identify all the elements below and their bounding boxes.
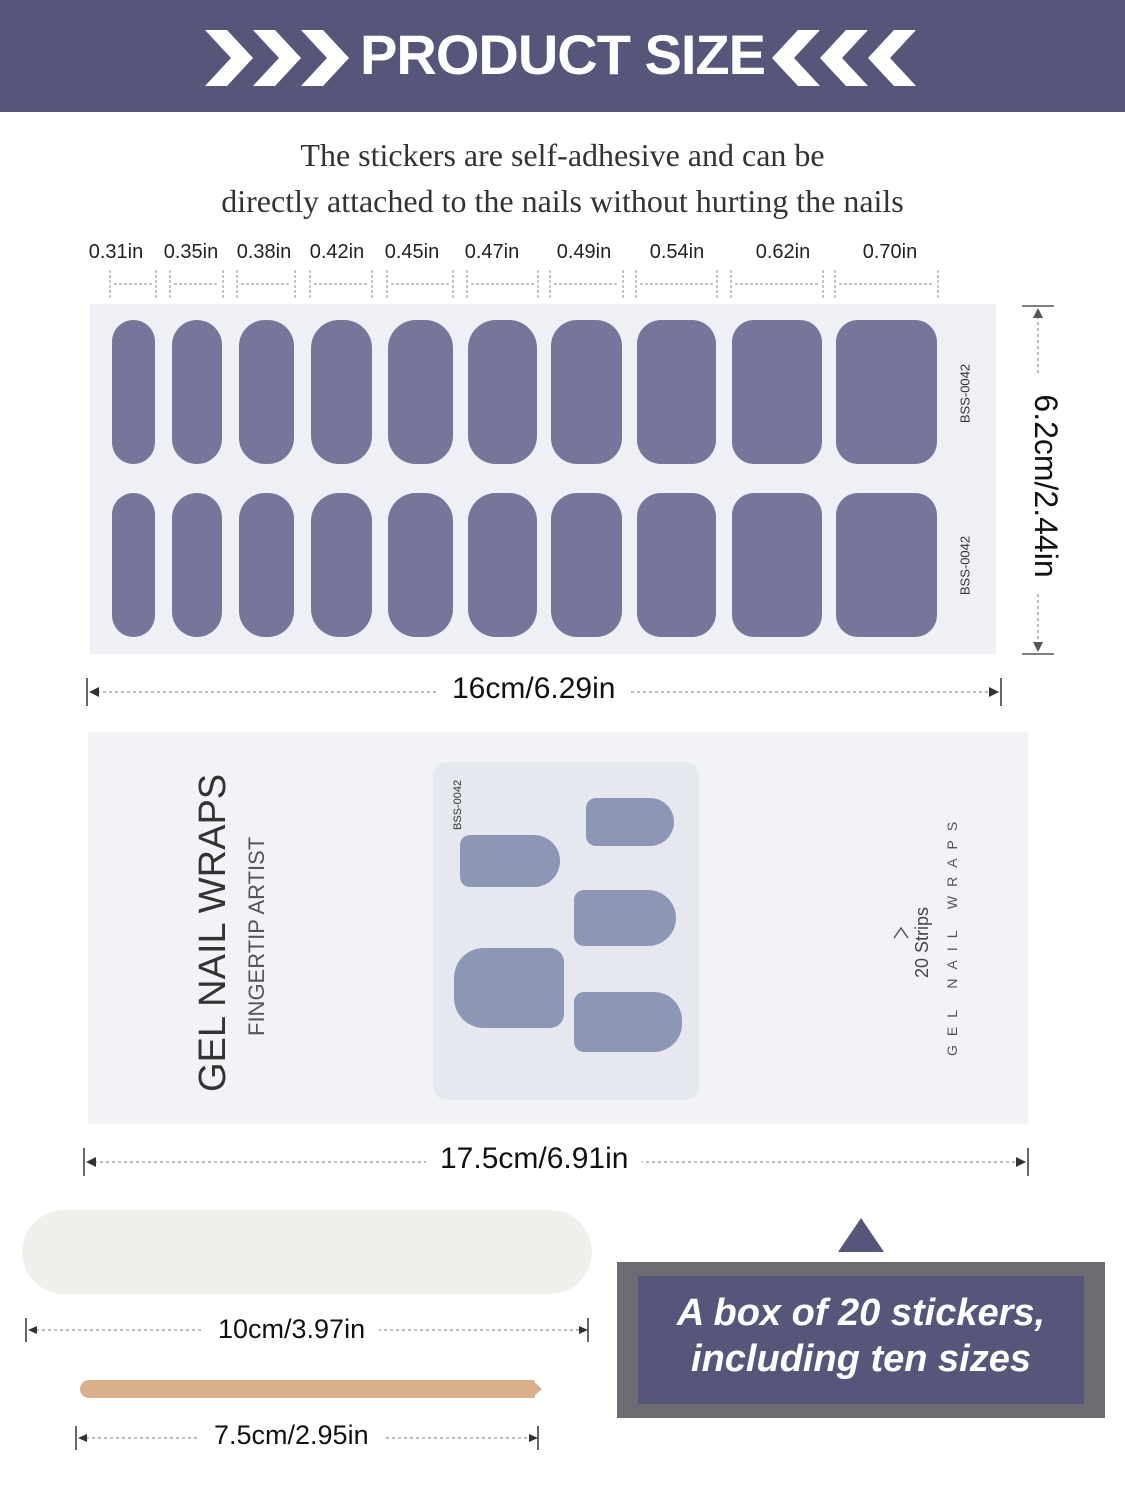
nail-sticker	[239, 493, 294, 637]
nail-width-label: 0.35in	[163, 241, 219, 263]
nail-width-label: 0.31in	[88, 241, 144, 263]
nail-file	[22, 1210, 592, 1294]
nail-sticker	[836, 320, 937, 464]
description	[100, 132, 1025, 224]
nail-sticker	[311, 320, 372, 464]
box-side-label: GEL NAIL WRAPS	[944, 812, 960, 1056]
nail-sticker	[112, 493, 155, 637]
nail-sticker	[112, 320, 155, 464]
cuticle-stick	[80, 1380, 535, 1398]
sheet-code: BSS-0042	[957, 363, 973, 424]
box-nail	[460, 835, 560, 887]
description-line-2: directly attached to the nails without hurting the nails	[221, 183, 904, 219]
box-title: GEL NAIL WRAPS	[192, 773, 234, 1092]
nail-sticker	[172, 320, 222, 464]
chevron-left-icon	[772, 30, 922, 86]
nail-width-label: 0.62in	[755, 241, 811, 263]
nail-sticker	[388, 320, 453, 464]
nail-sticker	[836, 493, 937, 637]
stick-length-label: 7.5cm/2.95in	[200, 1420, 383, 1451]
stick-tip	[532, 1380, 544, 1398]
nail-sticker	[551, 493, 622, 637]
box-strips: 20 Strips	[912, 906, 932, 978]
nail-sticker	[637, 493, 716, 637]
chevron-up-icon	[892, 922, 910, 942]
nail-sticker	[388, 493, 453, 637]
nail-width-label: 0.47in	[464, 241, 520, 263]
nail-width-label: 0.49in	[556, 241, 612, 263]
nail-sticker	[551, 320, 622, 464]
nail-sticker	[311, 493, 372, 637]
callout-text	[638, 1290, 1084, 1382]
box-code: BSS-0042	[452, 779, 464, 830]
sheet-height-label: 6.2cm/2.44in	[1028, 394, 1064, 578]
nail-width-label: 0.45in	[384, 241, 440, 263]
nail-width-label: 0.70in	[862, 241, 918, 263]
sheet-code: BSS-0042	[957, 535, 973, 596]
banner-title: PRODUCT SIZE	[360, 23, 765, 86]
box-nail	[574, 890, 676, 946]
nail-sticker	[239, 320, 294, 464]
nail-sticker	[732, 493, 822, 637]
nail-sticker	[468, 320, 537, 464]
nail-width-label: 0.42in	[309, 241, 365, 263]
nail-sticker	[637, 320, 716, 464]
nail-width-label: 0.38in	[236, 241, 292, 263]
box-width-label: 17.5cm/6.91in	[426, 1142, 642, 1176]
box-brand: FINGERTIP ARTIST	[244, 836, 269, 1036]
nail-width-label: 0.54in	[649, 241, 705, 263]
sheet-width-label: 16cm/6.29in	[438, 672, 629, 706]
description-line-1: The stickers are self-adhesive and can be	[300, 137, 825, 173]
box-nail	[454, 948, 564, 1028]
box-nail	[574, 992, 682, 1052]
callout-line-2: including ten sizes	[691, 1338, 1031, 1380]
nail-sticker	[172, 493, 222, 637]
nail-sticker	[468, 493, 537, 637]
callout-line-1: A box of 20 stickers,	[676, 1292, 1046, 1334]
file-length-label: 10cm/3.97in	[204, 1314, 379, 1345]
nail-sticker	[732, 320, 822, 464]
triangle-up-icon	[836, 1216, 886, 1254]
box-nail	[586, 798, 674, 846]
nail-width-arrows	[0, 270, 1125, 300]
